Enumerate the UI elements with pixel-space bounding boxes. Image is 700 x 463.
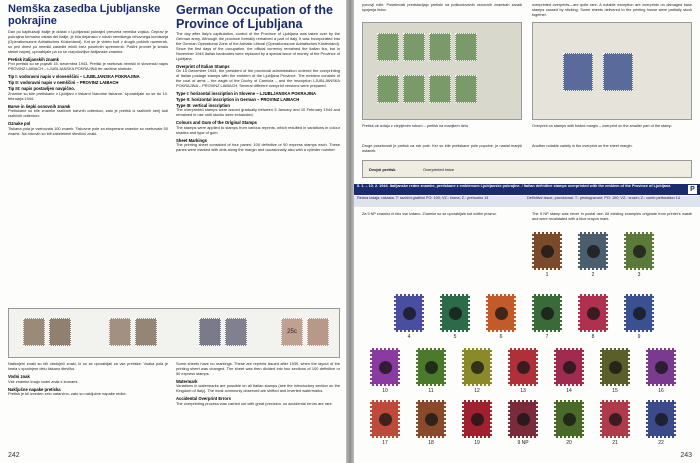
overprint-emblem xyxy=(495,307,508,320)
stamp-image xyxy=(600,348,630,386)
paragraph: Dan po kapitulaciji Italije je oblast v Ljubljanski pokrajini prevzela nemška vojska. Čeprav je pokrajina formalno ostala del Italije, je bila dejansko v rokah nemškega vrhovnega komisarja (Operationszone Adriatisches Küstenland). Kot se je videlo tudi v drugih poštnih razmerah, so prvi dnevi po nemški zasedbi minili brez posebnih sprememb. Poštni promet je kmalu stekel naprej, uporabljale pa so se razpoložljive italijanske znamke. xyxy=(8,30,168,54)
stamp-image xyxy=(23,318,45,346)
stamp-image xyxy=(646,348,676,386)
paragraph: Variations in watermarks are possible on all Italian stamps (see the introductory section on the Kingdom of Italy). The most commonly observed are shifted and inverted watermarks. xyxy=(176,383,340,394)
stamp-value: 25c xyxy=(287,329,297,335)
stamp-image xyxy=(403,33,425,61)
overprint-emblem xyxy=(587,245,600,258)
overprint-emblem xyxy=(655,361,668,374)
paragraph: On 15 December 1943, the president of the provincial administration ordered the overprinting of Italian postage stamps with the emblem of the Ljubljana Province. The emblem consists of the coat of arms – the eagle of the Duchy of Carniola – and the inscription LJUBLJANSKA POKRAJINA – PROVINZ LAIBACH. Several different overprint versions were prepared. xyxy=(176,68,340,88)
overprint-emblem xyxy=(541,307,554,320)
stamp-image xyxy=(603,53,633,91)
stamp-image xyxy=(578,232,608,270)
stamp-image xyxy=(532,232,562,270)
overprint-emblem xyxy=(403,307,416,320)
stamp-number: 8 xyxy=(591,334,595,340)
legend-bar xyxy=(354,196,700,207)
right-page xyxy=(354,0,700,463)
caption-1-slovene: Pretisk ob izdajo z zlepljenim robom – pretisk na manjšem delu xyxy=(362,124,468,128)
stamp-image xyxy=(370,348,400,386)
stamp-image xyxy=(377,33,399,61)
stamp-image xyxy=(440,294,470,332)
stamp-image xyxy=(508,400,538,438)
overprint-emblem xyxy=(517,413,530,426)
stamp-image xyxy=(508,348,538,386)
subheading: Vodni znak xyxy=(8,374,30,379)
stamp-image xyxy=(462,400,492,438)
stamp-image xyxy=(624,232,654,270)
paragraph: Znamke so bile pretiskane v Ljubljani v tiskarni Narodne tiskarne. Uporabljale so se do 10. februarja 1944. xyxy=(8,90,168,101)
stamp-image xyxy=(532,294,562,332)
subheading: Type II: horizontal inscription in German – PROVINZ LAIBACH xyxy=(176,96,300,102)
stamp-image xyxy=(429,33,451,61)
overprint-emblem xyxy=(425,413,438,426)
english-column xyxy=(176,32,340,302)
page-number: 242 xyxy=(8,452,20,459)
stamp-block-image xyxy=(362,22,522,120)
left-page xyxy=(0,0,346,463)
stamp-image xyxy=(563,53,593,91)
subheading: Oznake pol xyxy=(8,121,31,127)
overprint-emblem xyxy=(541,245,554,258)
overprint-emblem xyxy=(425,361,438,374)
stamp-number: 20 xyxy=(566,440,572,446)
stamp-number: 3 xyxy=(637,272,641,278)
paragraph: The overprinted stamps were issued gradually between 5 January and 10 February 1944 and remained in use until stocks were exhausted. xyxy=(176,107,340,118)
stamp-number: 18 xyxy=(428,440,434,446)
section-letter-badge: P xyxy=(688,185,697,194)
stamp-image xyxy=(486,294,516,332)
stamp-image xyxy=(135,318,157,346)
subheading: Tip I: vodoravni napis v slovenščini – LJUBLJANSKA POKRAJINA xyxy=(8,74,140,80)
stamp-image xyxy=(600,400,630,438)
stamp-number: 15 xyxy=(612,388,618,394)
subheading: Type III: vertical inscription xyxy=(176,102,230,108)
legend-english: Definitive issue, provisional. T.: photogravure; PO: 100; VZ.: crown; Z.: comb perforation 14 xyxy=(527,196,680,200)
title-slovene: Nemška zasedba Ljubljanske pokrajine xyxy=(8,3,161,27)
paragraph: Vse znamke imajo vodni znak s kronami. xyxy=(8,378,79,384)
stamp-image xyxy=(462,348,492,386)
stamp-pair-image xyxy=(532,22,692,120)
double-overprint-image xyxy=(362,160,692,178)
stamp-image xyxy=(578,294,608,332)
stamp-number: 4 xyxy=(407,334,411,340)
stamp-number: 9 xyxy=(637,334,641,340)
paragraph: The overprinting process was carried out with great precision, so accidental errors are rare. xyxy=(176,400,333,406)
subheading: Overprint of Italian Stamps xyxy=(176,63,230,69)
overprint-emblem xyxy=(633,307,646,320)
stamp-image xyxy=(624,294,654,332)
stamp-image xyxy=(554,400,584,438)
stamp-number: 11 xyxy=(428,388,434,394)
section-title: 5. 1. – 10. 2. 1944. Italijanske redne znamke, pretiskane z emblemom Ljubljanske pokrajine. / Italian definitive stamps overprinted with the emblem of the Province of Ljubljana xyxy=(357,184,671,188)
subheading: Sheet Markings xyxy=(176,137,207,143)
subheading: Naključne napake pretiska xyxy=(8,386,61,392)
subheading: Tip II: vodoravni napis v nemščini – PROVINZ LAIBACH xyxy=(8,80,119,86)
stamp-number: 16 xyxy=(658,388,664,394)
stamp-number: 22 xyxy=(658,440,664,446)
overprint-emblem xyxy=(563,413,576,426)
paragraph: The stamps were applied to stamps from various reprints, which resulted in variations in colour shades and type of gum. xyxy=(176,124,340,135)
paragraph: Natisnjeni znaki so bili obstoječi znaki, ki so se uporabljali za vse pretiske. Vsaka pola je imela v spodnjem delu tiskano številko. xyxy=(8,362,168,371)
stamp-number: 9 NP xyxy=(517,440,529,446)
book-gutter xyxy=(346,0,354,463)
top-text-slovene: ponovji rolle. Posebnosti predstavljajo pretiski na poškodovanih osnovnih znamkah zaradi spojenja listov. xyxy=(362,3,522,12)
caption-1-english: Overprint on stamps with folded margin – overprint on the smaller part of the stamp xyxy=(532,124,672,128)
overprint-emblem xyxy=(587,307,600,320)
caption-2-english: Another notable variety is the overprint on the sheet margin. xyxy=(532,144,633,148)
stamp-number: 10 xyxy=(382,388,388,394)
side-note-slovene: Za 9 NP znamko ni bilo vse izdano. Znamke so se uporabljale kot ovitke prazno. xyxy=(362,212,497,216)
subheading: Type I: horizontal inscription in Slovene – LJUBLJANSKA POKRAJINA xyxy=(176,90,317,96)
stamp-image xyxy=(416,348,446,386)
double-overprint-label: Dvojni pretisk xyxy=(369,167,396,172)
bottom-slovene-column xyxy=(8,362,168,452)
stamp-number: 1 xyxy=(545,272,549,278)
overprint-emblem xyxy=(655,413,668,426)
stamp-image xyxy=(394,294,424,332)
stamp-image xyxy=(554,348,584,386)
stamp-number: 13 xyxy=(520,388,526,394)
subheading: Tip III: napis postavljen navpično. xyxy=(8,86,75,92)
overprint-emblem xyxy=(471,413,484,426)
overprint-emblem xyxy=(609,413,622,426)
subheading: Barve in šepki osnovnih znamk xyxy=(8,103,71,109)
stamp-image xyxy=(416,400,446,438)
paragraph: Some sheets have no markings. These are reprints issued after 1939, when the layout of the printing sheet was changed. The sheet was then divided into two sections of 100 definitive or 50 express stamps. xyxy=(176,362,340,376)
double-overprint-label-en: Overprinted twice xyxy=(423,167,455,172)
stamp-image xyxy=(307,318,329,346)
paragraph: Pretisk je bil izveden zelo natančno, zato so naključne napake redke. xyxy=(8,391,127,397)
subheading: Watermark xyxy=(176,378,198,384)
top-text-english: overprinted overprints—are quite rare. A notable exception are overprints on damaged base stamps caused by sticking. Some sheets delivered to the printing house were partially stuck together. xyxy=(532,3,692,17)
overprint-emblem xyxy=(471,361,484,374)
title-english: German Occupation of the Province of Ljubljana xyxy=(176,3,333,31)
stamp-number: 12 xyxy=(474,388,480,394)
caption-2-slovene: Druge posebnosti je pretisk na rob pole. Ker so bile pretiskane pole popolne, je nastal manjši ostanek. xyxy=(362,144,522,153)
stamp-number: 17 xyxy=(382,440,388,446)
overprint-emblem xyxy=(609,361,622,374)
stamp-image xyxy=(49,318,71,346)
stamp-image xyxy=(455,33,477,61)
overprint-emblem xyxy=(517,361,530,374)
paragraph: Pretiskane so bile znamke različnih barvnih odtenkov, zato je pretisk iz različnih serij tudi različnih odtenkov. xyxy=(8,108,168,119)
paragraph: Tiskana pola je vsebovala 100 znamk. Tiskovne pole za ekspresne znamke so vsebovale 50 znamk. Na robovih so bili zabeleženi številčni znaki. xyxy=(8,125,168,136)
stamp-image xyxy=(646,400,676,438)
subheading: Colours and Gum of the Original Stamps xyxy=(176,120,257,126)
stamp-number: 14 xyxy=(566,388,572,394)
bottom-english-column xyxy=(176,362,340,452)
side-note-english: The 9 NP stamp was never in postal use. All existing examples originate from printer's waste and were revalidated with a blue crayon mark. xyxy=(532,212,692,221)
stamp-number: 5 xyxy=(453,334,457,340)
page-number: 243 xyxy=(680,452,692,459)
stamp-image xyxy=(199,318,221,346)
subheading: Accidental Overprint Errors xyxy=(176,396,231,402)
stamp-image xyxy=(370,400,400,438)
stamp-image xyxy=(429,75,451,103)
stamp-number: 2 xyxy=(591,272,595,278)
stamp-image xyxy=(109,318,131,346)
stamp-number: 21 xyxy=(612,440,618,446)
stamp-image xyxy=(403,75,425,103)
legend-slovene: Redna izdaja, rašasta. T: različni grafični PO: 100; VZ.: krona; Z.: prehodno 14 xyxy=(357,196,489,200)
paragraph: The printing sheet consisted of four panes: 100 definitive or 50 express stamps each. These panes were marked with dots along the margin and occasionally also with a cylinder number. xyxy=(176,142,340,153)
stamp-image xyxy=(225,318,247,346)
overprint-emblem xyxy=(379,413,392,426)
overprint-emblem xyxy=(449,307,462,320)
overprint-emblem xyxy=(633,245,646,258)
paragraph: Prvi pretiski so se pojavili 15. decembra 1943. Pretisk je vseboval nemški in slovenski napis PROVINZ LAIBACH – LJUBLJANSKA POKRAJINA ter različne simbole. xyxy=(8,61,168,72)
stamp-image xyxy=(455,75,477,103)
stamp-number: 7 xyxy=(545,334,549,340)
overprint-emblem xyxy=(563,361,576,374)
stamp-image xyxy=(281,318,303,346)
subheading: Pretisk italijanskih znamk xyxy=(8,56,59,62)
stamp-number: 19 xyxy=(474,440,480,446)
overprint-emblem xyxy=(379,361,392,374)
stamp-image xyxy=(377,75,399,103)
slovene-column xyxy=(8,30,168,302)
stamp-number: 6 xyxy=(499,334,503,340)
stamp-strip-image xyxy=(8,308,340,358)
paragraph: The day after Italy's capitulation, control of the Province of Ljubljana was taken over by the German army. Although the province formally remained a part of Italy, it was incorporated into the German Operational Zone of the Adriatic Littoral (Operationszone Adriatisches Küstenland). Since the first days of the occupation, the official currency remained the Italian lira, but in November 1944 Italian banknotes were replaced by a special issue of money of the Province of Ljubljana. xyxy=(176,32,340,61)
section-header xyxy=(354,184,700,195)
